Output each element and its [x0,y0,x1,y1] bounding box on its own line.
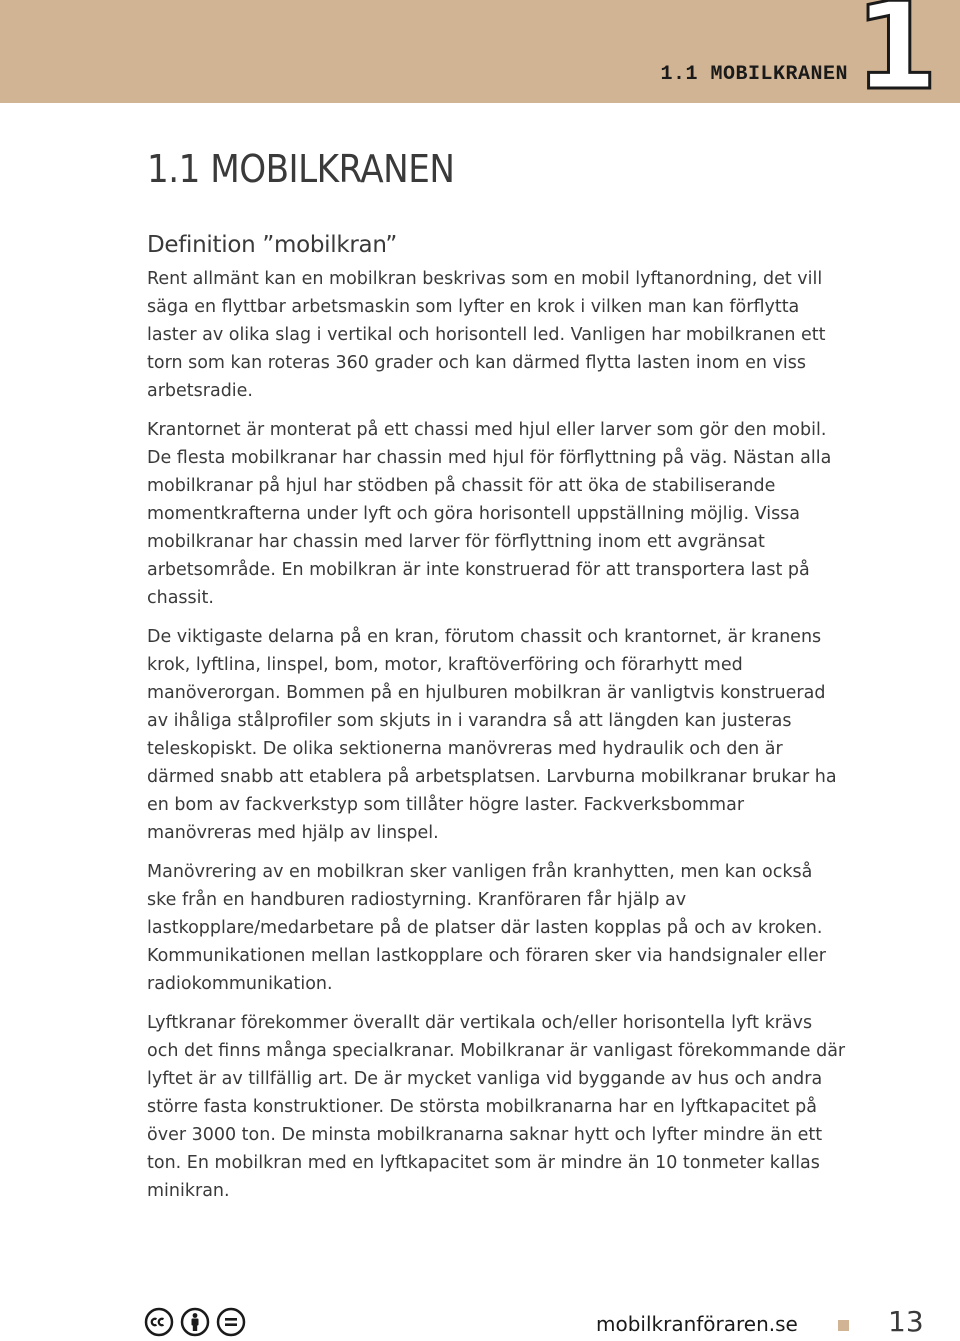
website-link[interactable]: mobilkranföraren.se [596,1312,798,1336]
paragraph: De viktigaste delarna på en kran, förutom chassit och krantornet, är kranens krok, lyftlina, linspel, bom, motor, kraftöverföring och förarhytt med manöverorgan. Bommen på en hjulburen mobilkran är vanligtvis konstruerad av ihåliga stålprofiler som skjuts in i varandra så att längden kan justeras teleskopiskt. De olika sektionerna manövreras med hydraulik och den är därmed snabb att etablera på arbetsplatsen. Larvburna mobilkranar brukar ha en bom av fackverkstyp som tillåter högre laster. Fackverksbommar manövreras med hjälp av linspel. [147,627,837,843]
page-number: 13 [888,1305,924,1338]
paragraph: Krantornet är monterat på ett chassi med hjul eller larver som gör den mobil. De flesta mobilkranar har chassin med hjul för förflyttning på väg. Nästan alla mobilkranar på hjul har stödben på chassit för att öka de stabiliserande momentkrafterna under lyft och göra horisontell uppställning möjlig. Vissa mobilkranar har chassin med larver för förflyttning inom ett avgränsat arbetsområde. En mobilkran är inte konstruerad för att transportera last på chassit. [147,420,832,608]
paragraph: Manövrering av en mobilkran sker vanligen från kranhytten, men kan också ske från en handburen radiostyrning. Kranföraren får hjälp av lastkopplare/medarbetare på de platser där lasten kopplas på och av kroken. Kommunikationen mellan lastkopplare och föraren sker via handsignaler eller radiokommunikation. [147,862,826,994]
chapter-number: 1 [854,0,938,117]
page-title: 1.1 MOBILKRANEN [147,147,455,191]
cc-icon [144,1307,174,1337]
section-title: Definition ”mobilkran” [147,232,397,258]
running-header: 1.1 MOBILKRANEN [660,63,848,86]
by-icon [180,1307,210,1337]
main-content [147,143,847,1216]
paragraph: Lyftkranar förekommer överallt där vertikala och/eller horisontella lyft krävs och det finns många specialkranar. Mobilkranar är vanligast förekommande där lyftet är av tillfällig art. De är mycket vanliga vid byggande av hus och andra större fasta konstruktioner. De största mobilkranarna har en lyftkapacitet på över 3000 ton. De minsta mobilkranarna saknar hytt och lyfter mindre än ett ton. En mobilkran med en lyftkapacitet som är mindre än 10 tonmeter kallas minikran. [147,1013,846,1201]
footer-square-marker [838,1320,849,1331]
nd-icon [216,1307,246,1337]
license-icons [144,1307,246,1337]
header-band [0,0,960,103]
paragraph: Rent allmänt kan en mobilkran beskrivas som en mobil lyftanordning, det vill säga en flyttbar arbetsmaskin som lyfter en krok i vilken man kan förflytta laster av olika slag i vertikal och horisontell led. Vanligen har mobilkranen ett torn som kan roteras 360 grader och kan därmed flytta lasten inom en viss arbetsradie. [147,269,826,401]
